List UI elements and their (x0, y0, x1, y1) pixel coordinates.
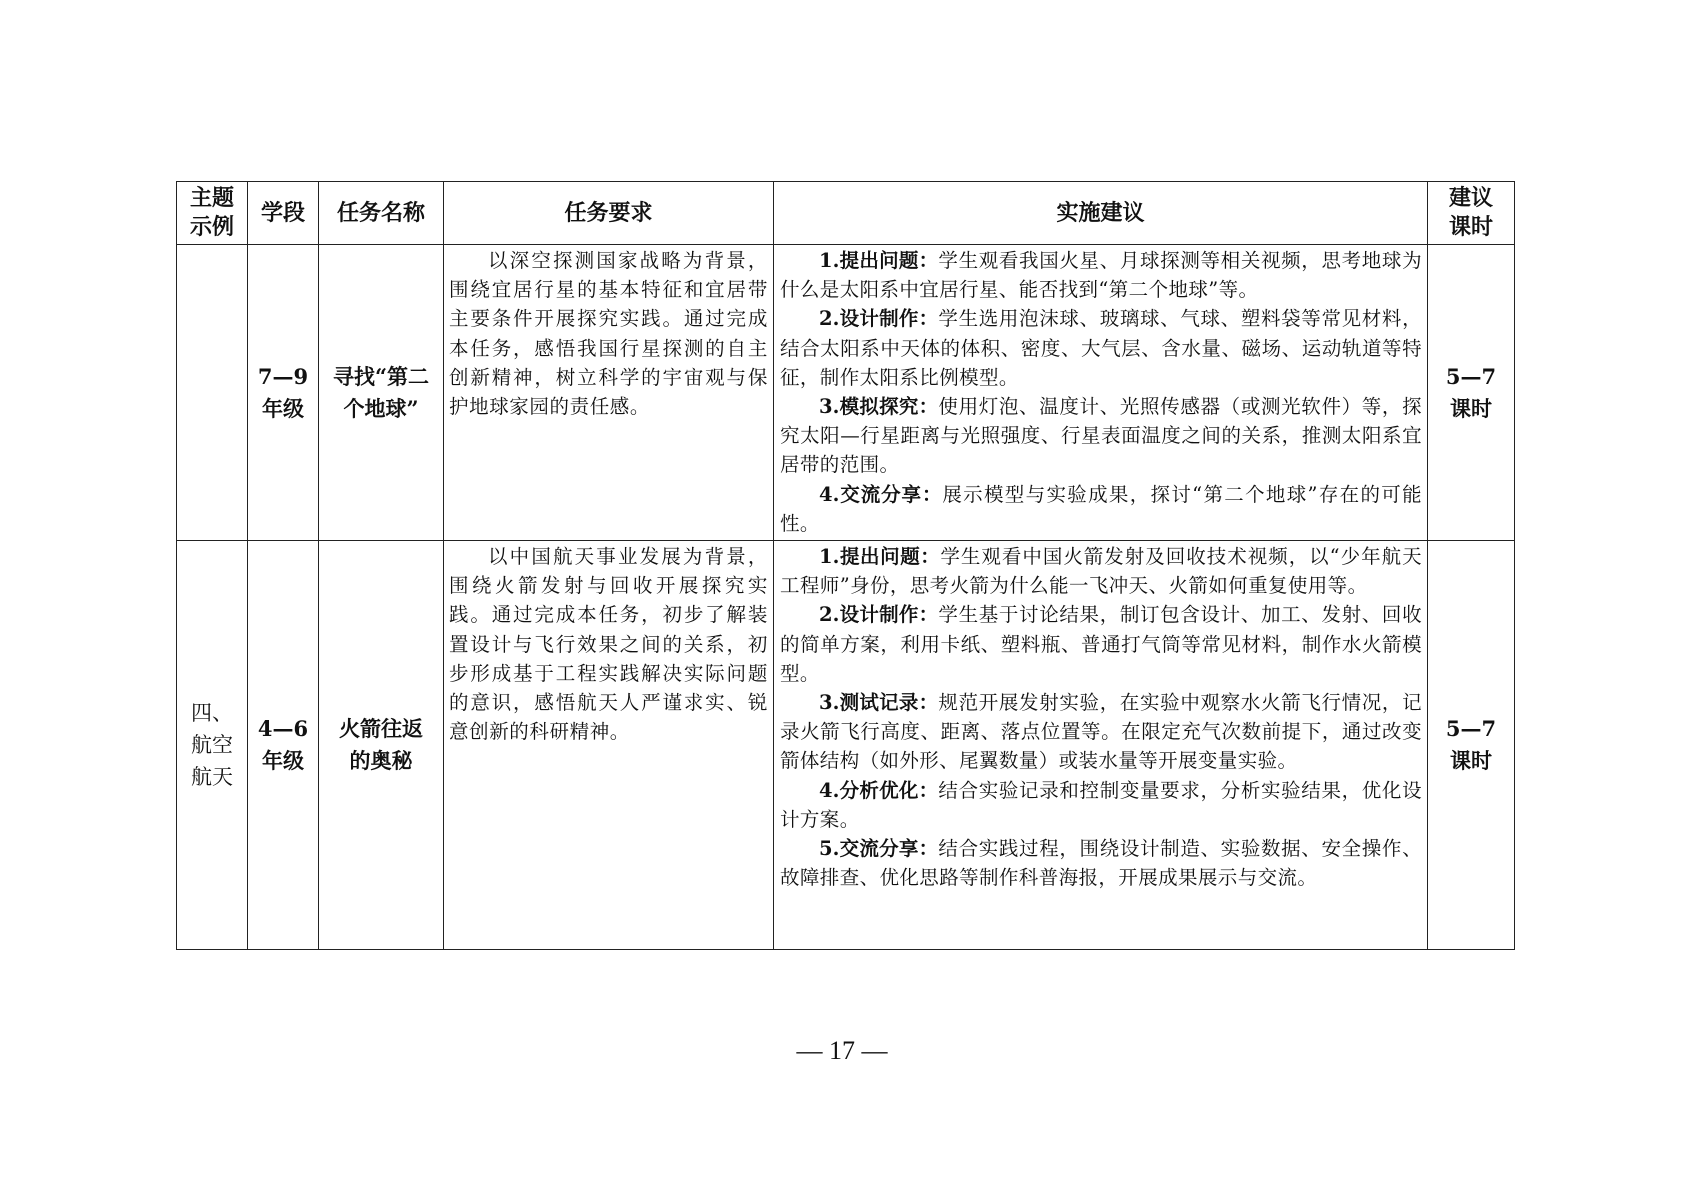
row-implementation (774, 541, 1428, 950)
header-theme: 主题 示例 (177, 182, 248, 245)
step: 2.设计制作：学生选用泡沫球、玻璃球、气球、塑料袋等常见材料，结合太阳系中天体的体积、密度、大气层、含水量、磁场、运动轨道等特征，制作太阳系比例模型。 (780, 307, 1422, 389)
row-stage: 4—6 年级 (248, 541, 319, 950)
row-requirement: 以深空探测国家战略为背景，围绕宜居行星的基本特征和宜居带主要条件开展探究实践。通过完成本任务，感悟我国行星探测的自主创新精神，树立科学的宇宙观与保护地球家园的责任感。 (444, 245, 774, 541)
row-stage: 7—9 年级 (248, 245, 319, 541)
header-requirement: 任务要求 (444, 182, 774, 245)
table-row (177, 541, 1515, 950)
row-theme: 四、 航空 航天 (177, 541, 248, 950)
step: 3.模拟探究：使用灯泡、温度计、光照传感器（或测光软件）等，探究太阳—行星距离与光照强度、行星表面温度之间的关系，推测太阳系宜居带的范围。 (780, 395, 1422, 477)
step: 1.提出问题：学生观看我国火星、月球探测等相关视频，思考地球为什么是太阳系中宜居行星、能否找到“第二个地球”等。 (780, 249, 1422, 302)
table-row (177, 245, 1515, 541)
row-requirement: 以中国航天事业发展为背景，围绕火箭发射与回收开展探究实践。通过完成本任务，初步了解装置设计与飞行效果之间的关系，初步形成基于工程实践解决实际问题的意识，感悟航天人严谨求实、锐意创新的科研精神。 (444, 541, 774, 950)
page-number: — 17 — (796, 1036, 888, 1065)
step: 2.设计制作：学生基于讨论结果，制订包含设计、加工、发射、回收的简单方案，利用卡纸、塑料瓶、普通打气筒等常见材料，制作水火箭模型。 (780, 603, 1422, 685)
header-stage: 学段 (248, 182, 319, 245)
header-implementation: 实施建议 (774, 182, 1428, 245)
row-task-name: 火箭往返 的奥秘 (319, 541, 444, 950)
step: 1.提出问题：学生观看中国火箭发射及回收技术视频，以“少年航天工程师”身份，思考火箭为什么能一飞冲天、火箭如何重复使用等。 (780, 545, 1422, 598)
step: 4.交流分享：展示模型与实验成果，探讨“第二个地球”存在的可能性。 (780, 482, 1422, 535)
step: 5.交流分享：结合实践过程，围绕设计制造、实验数据、安全操作、故障排查、优化思路等制作科普海报，开展成果展示与交流。 (780, 837, 1422, 890)
row-task-name: 寻找“第二 个地球” (319, 245, 444, 541)
curriculum-table (176, 181, 1515, 950)
row-hours: 5—7 课时 (1428, 541, 1515, 950)
table-header-row (177, 182, 1515, 245)
row-theme (177, 245, 248, 541)
header-task-name: 任务名称 (319, 182, 444, 245)
header-hours: 建议 课时 (1428, 182, 1515, 245)
step: 4.分析优化：结合实验记录和控制变量要求，分析实验结果，优化设计方案。 (780, 778, 1422, 831)
step: 3.测试记录：规范开展发射实验，在实验中观察水火箭飞行情况，记录火箭飞行高度、距离、落点位置等。在限定充气次数前提下，通过改变箭体结构（如外形、尾翼数量）或装水量等开展变量实验。 (780, 691, 1422, 773)
row-implementation (774, 245, 1428, 541)
row-hours: 5—7 课时 (1428, 245, 1515, 541)
